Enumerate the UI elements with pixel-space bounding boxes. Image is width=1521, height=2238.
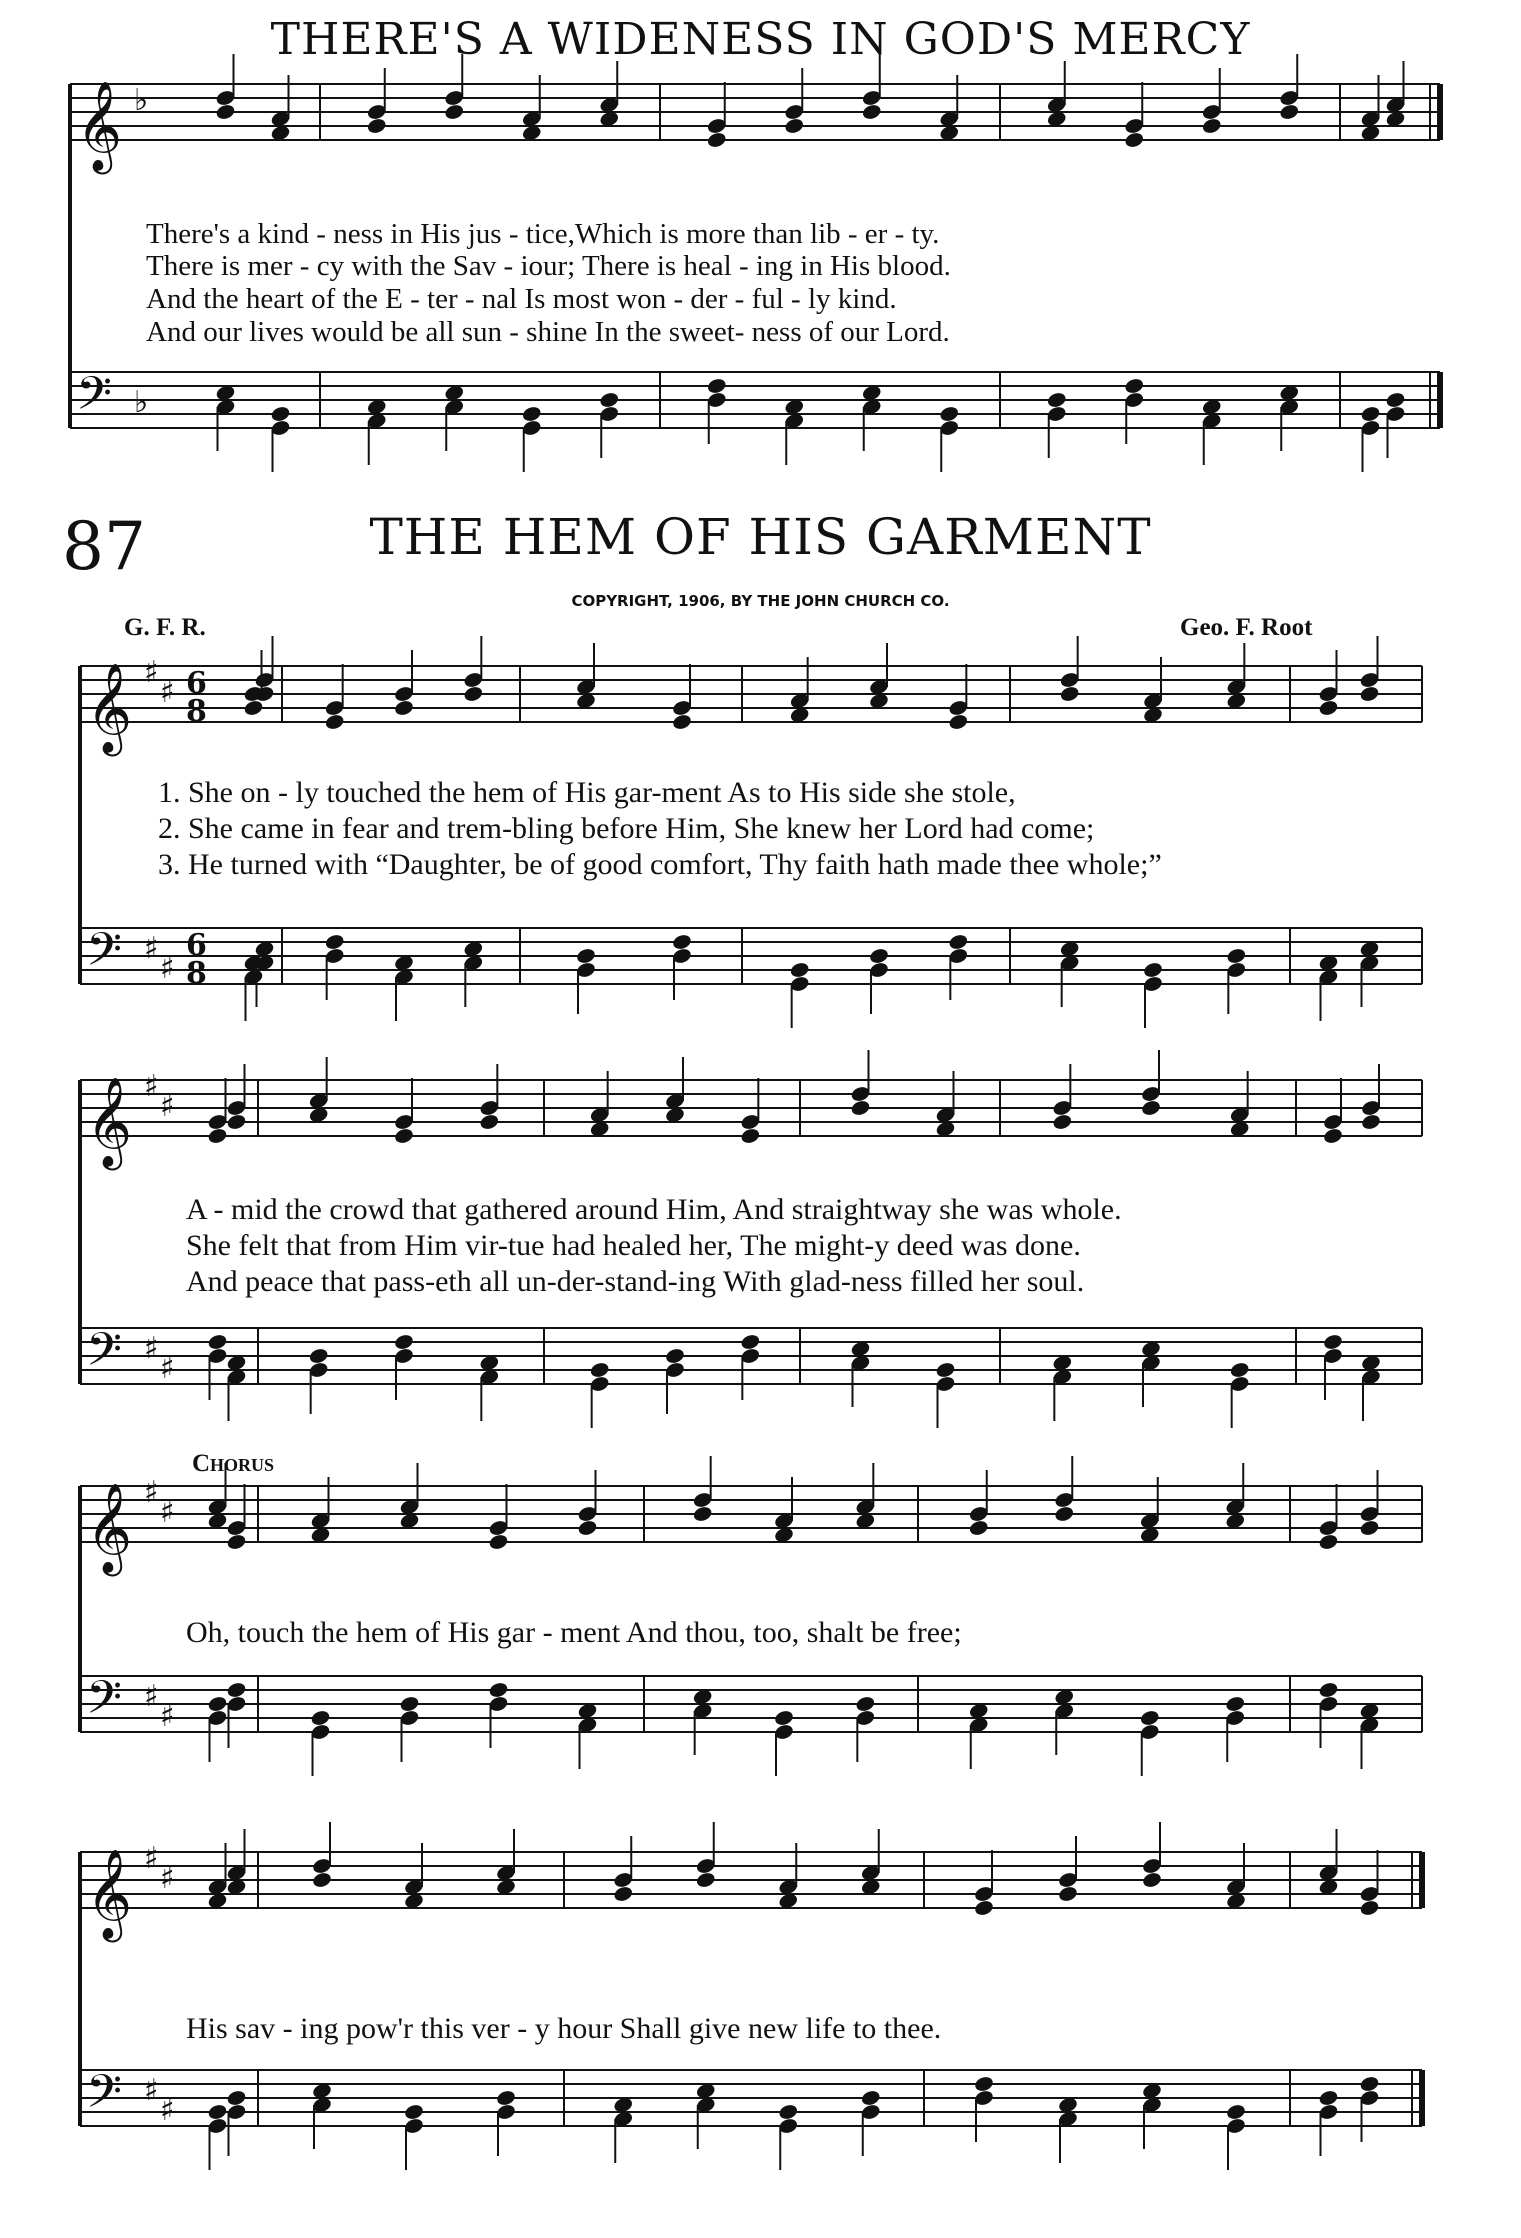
note-head [850, 1099, 871, 1117]
note-head [488, 1681, 509, 1699]
note-head [860, 2089, 881, 2107]
time-signature-bottom: 8 [186, 694, 207, 729]
note-head [226, 1681, 247, 1699]
sharp-icon: ♯ [144, 1069, 159, 1104]
lyric-line: There is mer - cy with the Sav - iour; There is heal - ing in His blood. [146, 250, 951, 282]
note-head [778, 2103, 799, 2121]
note-head [393, 1127, 414, 1145]
hymn-number: 87 [62, 508, 146, 585]
note-head [324, 713, 345, 731]
note-head [1052, 1113, 1073, 1131]
note-head [479, 1113, 500, 1131]
note-head [226, 1113, 247, 1131]
note-head [1139, 1709, 1160, 1727]
sharp-icon: ♯ [160, 1089, 175, 1124]
bass-clef-icon: 𝄢 [86, 1323, 123, 1388]
bass-clef-icon: 𝄢 [86, 923, 123, 988]
note-head [861, 103, 882, 121]
sharp-icon: ♯ [160, 1495, 175, 1530]
note-head [868, 947, 889, 965]
note-head [948, 933, 969, 951]
note-head [973, 2075, 994, 2093]
note-head [488, 1533, 509, 1551]
time-signature-top: 6 [186, 928, 207, 963]
previous-hymn-title: THERE'S A WIDENESS IN GOD'S MERCY [270, 14, 1251, 65]
note-head [393, 1333, 414, 1351]
flat-icon: ♭ [134, 83, 149, 118]
lyric-line: And peace that pass-eth all un-der-stand-ing With glad-ness filled her soul. [186, 1265, 1085, 1298]
note-head [324, 933, 345, 951]
lyric-line: There's a kind - ness in His jus - tice,Which is more than lib - er - ty. [146, 218, 940, 250]
note-head [308, 1347, 329, 1365]
note-head [706, 131, 727, 149]
note-head [1201, 117, 1222, 135]
lyric-line: 3. He turned with “Daughter, be of good comfort, Thy faith hath made thee whole;” [158, 848, 1162, 881]
note-head [671, 933, 692, 951]
note-head [1359, 685, 1380, 703]
sharp-icon: ♯ [160, 1699, 175, 1734]
note-head [270, 405, 291, 423]
note-head [1046, 391, 1067, 409]
note-head [1359, 1519, 1380, 1537]
sharp-icon: ♯ [160, 1351, 175, 1386]
note-head [1059, 685, 1080, 703]
lyric-line: 1. She on - ly touched the hem of His gar-ment As to His side she stole, [158, 776, 1016, 809]
note-head [1322, 1333, 1343, 1351]
lyric-line: And the heart of the E - ter - nal Is most won - der - ful - ly kind. [146, 283, 897, 315]
note-head [577, 1519, 598, 1537]
sharp-icon: ♯ [160, 1861, 175, 1896]
note-head [207, 1695, 228, 1713]
note-head [1124, 131, 1145, 149]
note-head [784, 117, 805, 135]
note-head [521, 405, 542, 423]
note-head [243, 699, 264, 717]
note-head [1318, 699, 1339, 717]
lyric-line: His sav - ing pow'r this ver - y hour Shall give new life to thee. [186, 2012, 942, 2045]
note-head [789, 961, 810, 979]
sharp-icon: ♯ [144, 1475, 159, 1510]
note-head [1140, 1099, 1161, 1117]
note-head [671, 713, 692, 731]
treble-clef-icon: 𝄞 [86, 1077, 133, 1167]
note-head [968, 1519, 989, 1537]
note-head [1226, 947, 1247, 965]
chorus-label: Chorus [192, 1450, 275, 1477]
note-head [226, 1533, 247, 1551]
sharp-icon: ♯ [144, 1331, 159, 1366]
sharp-icon: ♯ [144, 1679, 159, 1714]
note-head [973, 1899, 994, 1917]
note-head [589, 1361, 610, 1379]
sharp-icon: ♯ [160, 951, 175, 986]
note-head [495, 2089, 516, 2107]
lyric-line: 2. She came in fear and trem-bling before Him, She knew her Lord had come; [158, 812, 1095, 845]
bass-clef-icon: 𝄢 [86, 1671, 123, 1736]
note-head [310, 1709, 331, 1727]
note-head [740, 1333, 761, 1351]
time-signature-bottom: 8 [186, 956, 207, 991]
note-head [311, 1871, 332, 1889]
sharp-icon: ♯ [160, 2093, 175, 2128]
note-head [695, 1871, 716, 1889]
note-head [599, 391, 620, 409]
note-head [1318, 2089, 1339, 2107]
note-head [366, 117, 387, 135]
bass-clef-icon: 𝄢 [86, 2065, 123, 2130]
lyric-line: A - mid the crowd that gathered around Him, And straightway she was whole. [186, 1193, 1122, 1226]
note-head [935, 1361, 956, 1379]
music-credit: Geo. F. Root [1180, 614, 1313, 641]
note-head [463, 685, 484, 703]
sharp-icon: ♯ [144, 2073, 159, 2108]
copyright-notice: COPYRIGHT, 1906, BY THE JOHN CHURCH CO. [571, 592, 950, 610]
treble-clef-icon: 𝄞 [86, 663, 133, 753]
note-head [399, 1695, 420, 1713]
sharp-icon: ♯ [160, 675, 175, 710]
note-head [1142, 961, 1163, 979]
note-head [706, 377, 727, 395]
note-head [207, 1333, 228, 1351]
note-head [403, 2103, 424, 2121]
note-head [1385, 391, 1406, 409]
note-head [613, 1885, 634, 1903]
note-head [1360, 1113, 1381, 1131]
sharp-icon: ♯ [144, 1841, 159, 1876]
note-head [1279, 103, 1300, 121]
note-head [1141, 1871, 1162, 1889]
sharp-icon: ♯ [144, 931, 159, 966]
note-head [1318, 1533, 1339, 1551]
note-head [207, 2103, 228, 2121]
note-head [948, 713, 969, 731]
note-head [575, 947, 596, 965]
note-head [664, 1347, 685, 1365]
time-signature-top: 6 [186, 666, 207, 701]
note-head [207, 1127, 228, 1145]
note-head [226, 2089, 247, 2107]
note-head [740, 1127, 761, 1145]
hymn-title: THE HEM OF HIS GARMENT [369, 508, 1152, 566]
bass-clef-icon: 𝄢 [76, 367, 113, 432]
flat-icon: ♭ [134, 385, 149, 420]
sharp-icon: ♯ [144, 655, 159, 690]
note-head [1322, 1127, 1343, 1145]
note-head [1359, 1899, 1380, 1917]
note-head [1318, 1681, 1339, 1699]
note-head [692, 1505, 713, 1523]
note-head [1229, 1361, 1250, 1379]
note-head [939, 405, 960, 423]
treble-clef-icon: 𝄞 [76, 81, 123, 171]
note-head [215, 103, 236, 121]
treble-clef-icon: 𝄞 [86, 1849, 133, 1939]
note-head [444, 103, 465, 121]
note-head [393, 699, 414, 717]
note-head [1360, 405, 1381, 423]
note-head [1359, 2075, 1380, 2093]
treble-clef-icon: 𝄞 [86, 1483, 133, 1573]
lyric-line: Oh, touch the hem of His gar - ment And thou, too, shalt be free; [186, 1616, 962, 1649]
note-head [773, 1709, 794, 1727]
note-head [855, 1695, 876, 1713]
note-head [1057, 1885, 1078, 1903]
note-head [1124, 377, 1145, 395]
lyric-line: And our lives would be all sun - shine In the sweet- ness of our Lord. [146, 316, 950, 348]
note-head [1225, 1695, 1246, 1713]
note-head [1225, 2103, 1246, 2121]
words-credit: G. F. R. [124, 614, 206, 641]
lyric-line: She felt that from Him vir-tue had healed her, The might-y deed was done. [186, 1229, 1081, 1262]
note-head [1054, 1505, 1075, 1523]
